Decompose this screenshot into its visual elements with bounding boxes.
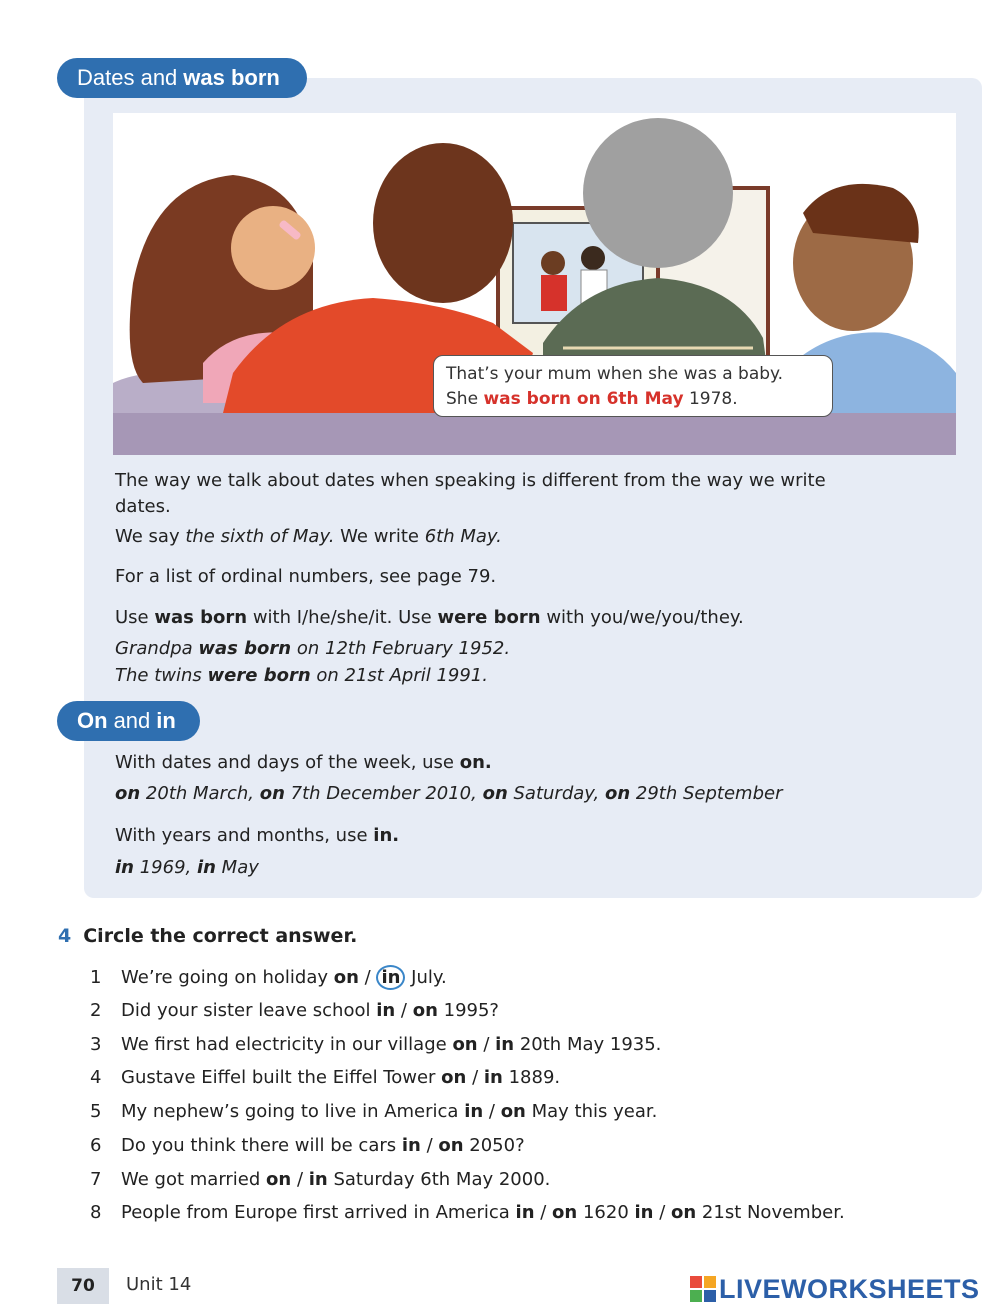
say-text: We say (115, 526, 180, 547)
in-example-text-0: 1969, (133, 857, 197, 878)
on-rule-text: With dates and days of the week, use (115, 752, 455, 773)
on-example-text-1: 7th December 2010, (284, 783, 483, 804)
item-sentence-start: Do you think there will be cars (121, 1135, 402, 1156)
option-separator: / (466, 1067, 484, 1088)
ex1-post: on 12th February 1952. (296, 638, 511, 659)
logo-text: LIVEWORKSHEETS (719, 1273, 980, 1304)
on-example-bold-2: on (482, 783, 508, 804)
rule-pre: Use (115, 607, 149, 628)
answer-option-a[interactable]: in (401, 1135, 421, 1156)
in-example-bold-0: in (115, 857, 134, 878)
on-example-text-0: 20th March, (140, 783, 260, 804)
tag-bold-text: was born (183, 65, 280, 90)
item-sentence-start: Gustave Eiffel built the Eiffel Tower (121, 1067, 442, 1088)
in-example-text-1: May (215, 857, 259, 878)
on-rule (115, 750, 492, 776)
answer-option-a2[interactable]: in (634, 1202, 654, 1223)
option-separator: / (395, 1000, 413, 1021)
exercise-item-2 (90, 998, 499, 1024)
ex2-post: on 21st April 1991. (316, 665, 488, 686)
on-rule-bold: on. (459, 752, 492, 773)
speech-bubble (433, 355, 833, 417)
bubble-line-2-pre: She (446, 389, 479, 409)
answer-option-b[interactable]: in (376, 965, 405, 990)
item-sentence-end: Saturday 6th May 2000. (327, 1169, 551, 1190)
rule-were-born: were born (437, 607, 541, 628)
write-example: 6th May. (424, 526, 502, 547)
item-sentence-start: We first had electricity in our village (121, 1034, 453, 1055)
tag-and: and (113, 708, 151, 733)
page-number: 70 (57, 1268, 109, 1304)
item-sentence-end: July. (405, 967, 447, 988)
in-rule-text: With years and months, use (115, 825, 368, 846)
ex2-pre: The twins (115, 665, 202, 686)
ex1-bold: was born (198, 638, 292, 659)
ex1-pre: Grandpa (115, 638, 193, 659)
item-sentence-end: 1620 (577, 1202, 635, 1223)
item-number: 1 (90, 967, 102, 988)
exercise-item-8 (90, 1200, 845, 1226)
say-example: the sixth of May. (185, 526, 335, 547)
option-separator-2: / (653, 1202, 671, 1223)
answer-option-b[interactable]: on (500, 1101, 526, 1122)
item-number: 8 (90, 1202, 102, 1223)
item-sentence-start: Did your sister leave school (121, 1000, 377, 1021)
rule-mid: with I/he/she/it. Use (252, 607, 432, 628)
item-sentence-start: We got married (121, 1169, 267, 1190)
item-sentence-end: 2050? (463, 1135, 525, 1156)
item-sentence-end: 1889. (502, 1067, 561, 1088)
answer-option-b[interactable]: on (412, 1000, 438, 1021)
rule-was-born: was born (154, 607, 248, 628)
item-sentence-start: We’re going on holiday (121, 967, 334, 988)
section-tag-dates (57, 58, 307, 98)
option-separator: / (483, 1101, 501, 1122)
on-examples (115, 781, 782, 807)
option-separator: / (477, 1034, 496, 1055)
exercise-heading (58, 925, 357, 947)
exercise-item-3 (90, 1032, 661, 1058)
answer-option-a[interactable]: on (441, 1067, 467, 1088)
exercise-item-1 (90, 965, 447, 991)
bubble-highlight: was born on 6th May (483, 389, 684, 409)
exercise-item-7 (90, 1167, 550, 1193)
answer-option-b[interactable]: in (495, 1034, 515, 1055)
on-example-text-2: Saturday, (507, 783, 605, 804)
item-sentence-start: People from Europe first arrived in America (121, 1202, 516, 1223)
bubble-line-2-post: 1978. (688, 389, 738, 409)
answer-option-b2[interactable]: on (671, 1202, 697, 1223)
dates-explanation: The way we talk about dates when speaking is different from the way we write dates. (115, 470, 826, 517)
item-number: 4 (90, 1067, 102, 1088)
item-sentence-end: 1995? (437, 1000, 499, 1021)
answer-option-b[interactable]: in (483, 1067, 503, 1088)
answer-option-a[interactable]: on (266, 1169, 292, 1190)
item-number: 2 (90, 1000, 102, 1021)
option-separator: / (291, 1169, 309, 1190)
exercise-item-4 (90, 1065, 560, 1091)
item-number: 3 (90, 1034, 102, 1055)
in-example-bold-1: in (196, 857, 216, 878)
bubble-line-2 (446, 387, 820, 412)
option-separator: / (358, 967, 377, 988)
in-rule (115, 823, 399, 849)
answer-option-b[interactable]: in (308, 1169, 328, 1190)
rule-post: with you/we/you/they. (546, 607, 744, 628)
option-separator: / (420, 1135, 439, 1156)
on-example-bold-0: on (115, 783, 141, 804)
item-sentence-end: 20th May 1935. (514, 1034, 662, 1055)
item-sentence-start: My nephew’s going to live in America (121, 1101, 465, 1122)
tag-in: in (156, 708, 176, 733)
section-tag-on-in (57, 701, 200, 741)
on-example-text-3: 29th September (630, 783, 783, 804)
in-examples (115, 855, 259, 881)
logo-mark-icon (690, 1276, 716, 1302)
in-rule-bold: in. (373, 825, 400, 846)
write-text: We write (340, 526, 419, 547)
option-separator: / (534, 1202, 553, 1223)
example-grandpa (115, 636, 510, 662)
item-sentence-end: May this year. (525, 1101, 658, 1122)
answer-option-a[interactable]: in (376, 1000, 396, 1021)
answer-option-a[interactable]: on (333, 967, 359, 988)
ordinal-reference: For a list of ordinal numbers, see page 79. (115, 566, 497, 587)
tag-on: On (77, 708, 108, 733)
answer-option-a[interactable]: in (515, 1202, 535, 1223)
exercise-item-6 (90, 1133, 525, 1159)
bubble-line-1: That’s your mum when she was a baby. (446, 364, 784, 384)
answer-option-a[interactable]: in (464, 1101, 484, 1122)
ex2-bold: were born (207, 665, 311, 686)
exercise-item-5 (90, 1099, 657, 1125)
liveworksheets-logo (690, 1274, 980, 1304)
unit-label: Unit 14 (126, 1274, 192, 1295)
item-number: 6 (90, 1135, 102, 1156)
on-example-bold-1: on (259, 783, 285, 804)
on-example-bold-3: on (604, 783, 631, 804)
exercise-title: Circle the correct answer. (83, 925, 358, 947)
dates-say-write (115, 524, 502, 550)
was-were-rule (115, 605, 744, 631)
item-sentence-end-2: 21st November. (696, 1202, 845, 1223)
example-twins (115, 663, 488, 689)
answer-option-b[interactable]: on (438, 1135, 464, 1156)
answer-option-b[interactable]: on (552, 1202, 578, 1223)
item-number: 5 (90, 1101, 102, 1122)
family-photo-album-illustration (113, 113, 956, 455)
answer-option-a[interactable]: on (452, 1034, 478, 1055)
item-number: 7 (90, 1169, 102, 1190)
tag-plain-text: Dates and (77, 65, 178, 90)
exercise-number: 4 (58, 925, 72, 947)
